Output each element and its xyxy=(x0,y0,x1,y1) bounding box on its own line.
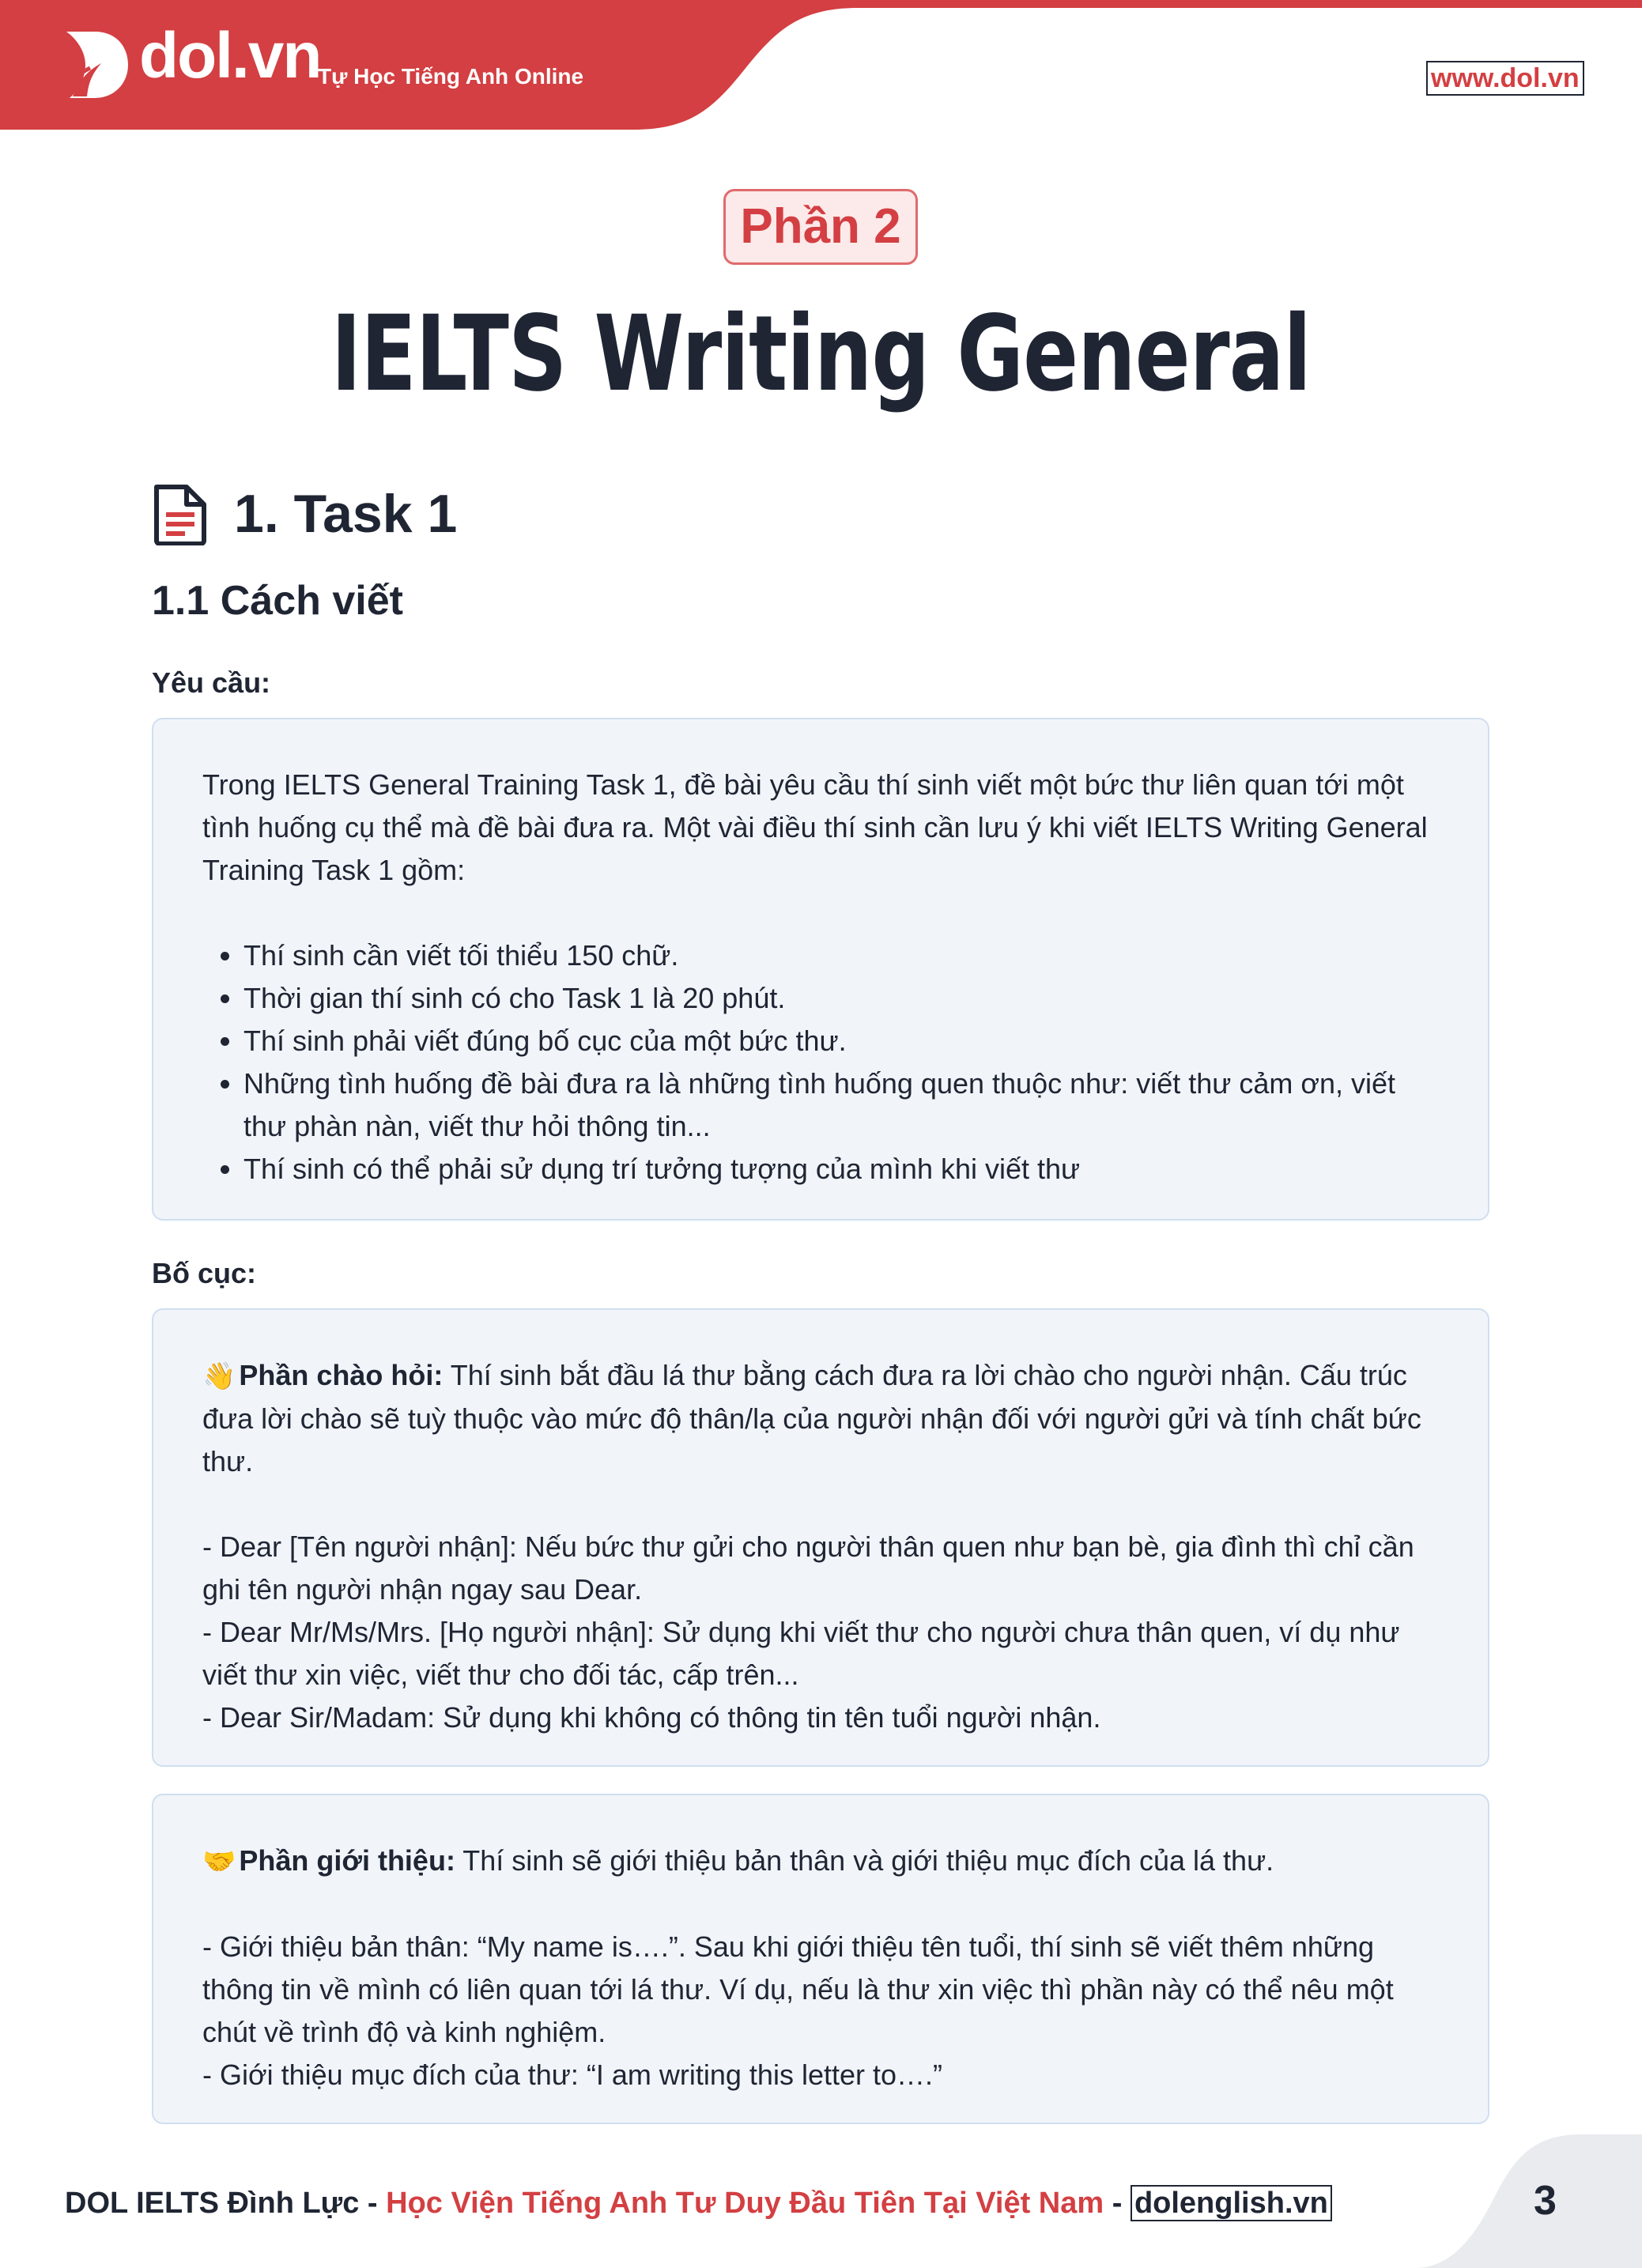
greeting-box xyxy=(152,1308,1489,1767)
footer-slogan: Học Viện Tiếng Anh Tư Duy Đầu Tiên Tại Việt Nam xyxy=(386,2187,1104,2220)
footer-separator: - xyxy=(359,2187,387,2220)
introduction-line: - Giới thiệu mục đích của thư: “I am writing this letter to….” xyxy=(202,2059,942,2091)
introduction-title: Phần giới thiệu: xyxy=(239,1844,455,1877)
introduction-text: Thí sinh sẽ giới thiệu bản thân và giới thiệu mục đích của lá thư. xyxy=(455,1844,1274,1877)
list-item: • Thời gian thí sinh có cho Task 1 là 20 phút. xyxy=(243,977,1439,1020)
greeting-line: - Dear [Tên người nhận]: Nếu bức thư gửi cho người thân quen như bạn bè, gia đình thì chỉ cần ghi tên người nhận ngay sau Dear. xyxy=(202,1530,1414,1606)
greeting-text: Thí sinh bắt đầu lá thư bằng cách đưa ra lời chào cho người nhận. Cấu trúc đưa lời chào sẽ tuỳ thuộc vào mức độ thân/lạ của người nhận đối với người gửi và tính chất bức thư. xyxy=(202,1359,1421,1477)
document-icon xyxy=(152,484,209,545)
footer-link[interactable]: dolenglish.vn xyxy=(1131,2185,1332,2221)
greeting-line: - Dear Mr/Ms/Mrs. [Họ người nhận]: Sử dụng khi viết thư cho người chưa thân quen, ví dụ như viết thư xin việc, viết thư cho đối tác, cấp trên... xyxy=(202,1616,1400,1691)
introduction-line: - Giới thiệu bản thân: “My name is….”. Sau khi giới thiệu tên tuổi, thí sinh sẽ viết thêm những thông tin về mình có liên quan tới lá thư. Ví dụ, nếu là thư xin việc thì phần này có thể nêu một chút về trình độ và kinh nghiệm. xyxy=(202,1930,1394,2048)
sub-heading: 1.1 Cách viết xyxy=(152,578,403,624)
handshake-icon: 🤝 xyxy=(202,1847,236,1877)
page-number: 3 xyxy=(1534,2178,1557,2224)
waving-hand-icon: 👋 xyxy=(202,1361,236,1391)
website-link[interactable]: www.dol.vn xyxy=(1426,61,1584,96)
list-item: • Những tình huống đề bài đưa ra là những tình huống quen thuộc như: viết thư cảm ơn, viết thư phàn nàn, viết thư hỏi thông tin... xyxy=(243,1062,1439,1148)
brand-logo-icon xyxy=(62,28,130,101)
page-title: IELTS Writing General xyxy=(330,293,1312,415)
requirements-intro: Trong IELTS General Training Task 1, đề bài yêu cầu thí sinh viết một bức thư liên quan tới một tình huống cụ thể mà đề bài đưa ra. Một vài điều thí sinh cần lưu ý khi viết IELTS Writing General Training Task 1 gồm: xyxy=(202,768,1428,886)
requirements-list xyxy=(202,934,1439,1191)
list-item: • Thí sinh phải viết đúng bố cục của một bức thư. xyxy=(243,1020,1439,1062)
brand-tagline: Tự Học Tiếng Anh Online xyxy=(318,64,584,89)
greeting-paragraph xyxy=(202,1354,1439,1483)
section-heading: 1. Task 1 xyxy=(234,484,458,544)
list-item: • Thí sinh cần viết tối thiểu 150 chữ. xyxy=(243,934,1439,977)
part-badge: Phần 2 xyxy=(723,189,918,265)
greeting-line: - Dear Sir/Madam: Sử dụng khi không có thông tin tên tuổi người nhận. xyxy=(202,1701,1101,1734)
footer-separator: - xyxy=(1104,2187,1131,2220)
structure-label: Bố cục: xyxy=(152,1257,257,1289)
footer-decoration xyxy=(1415,2134,1642,2268)
footer-brand: DOL IELTS Đình Lực xyxy=(65,2187,360,2220)
requirements-label: Yêu cầu: xyxy=(152,666,271,699)
introduction-box xyxy=(152,1794,1489,2124)
footer xyxy=(65,2183,1332,2223)
brand-logo-text[interactable]: dol.vn xyxy=(139,20,321,92)
introduction-paragraph xyxy=(202,1840,1439,1883)
list-item: • Thí sinh có thể phải sử dụng trí tưởng tượng của mình khi viết thư xyxy=(243,1148,1439,1191)
greeting-title: Phần chào hỏi: xyxy=(239,1359,444,1391)
requirements-box xyxy=(152,718,1489,1221)
